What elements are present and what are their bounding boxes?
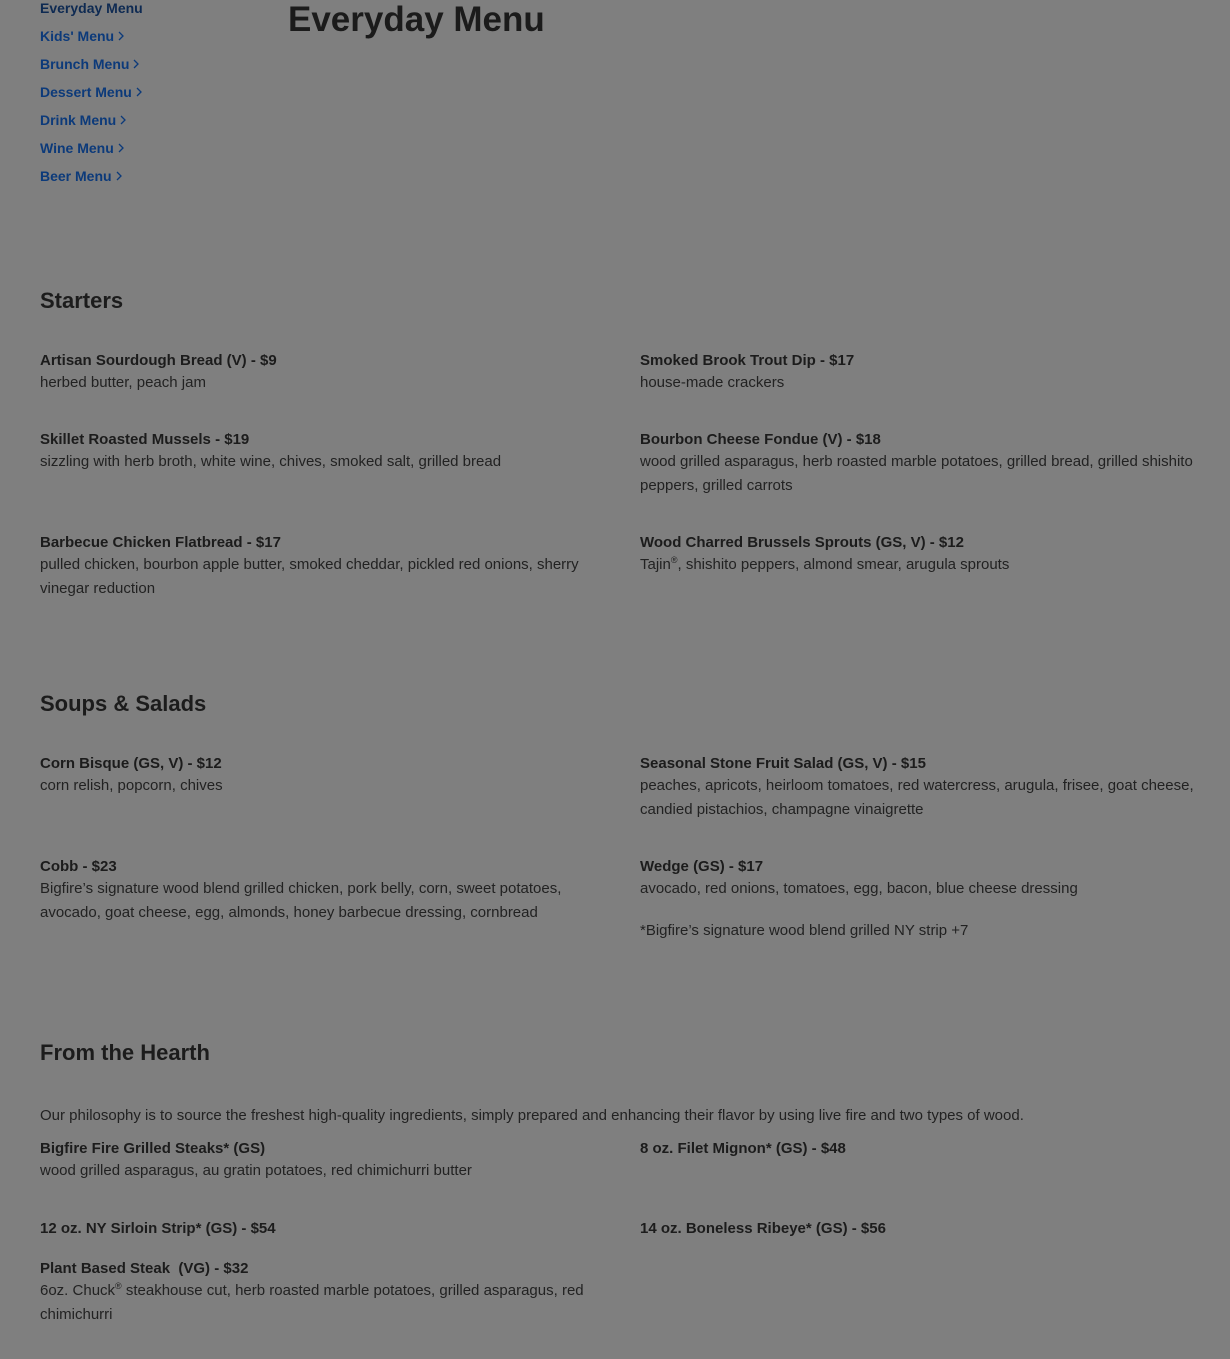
menu-item (640, 1139, 1210, 1159)
menu-item (40, 533, 610, 601)
section-heading-from-the-hearth: From the Hearth (40, 1040, 210, 1065)
nav-link-dessert-menu[interactable] (40, 84, 142, 100)
menu-item (640, 1219, 1210, 1239)
item-description: 6oz. Chuck® steakhouse cut, herb roasted marble potatoes, grilled asparagus, red chimichurri (40, 1281, 584, 1323)
nav-link-label: Brunch Menu (40, 56, 130, 72)
nav-link-label: Wine Menu (40, 140, 114, 156)
nav-link-label: Dessert Menu (40, 84, 132, 100)
nav-current-everyday-menu: Everyday Menu (40, 0, 143, 16)
nav-link-brunch-menu[interactable] (40, 56, 139, 72)
menu-item (640, 754, 1210, 822)
nav-link-drink-menu[interactable] (40, 112, 126, 128)
chevron-right-icon (118, 31, 124, 41)
item-name: Wedge (GS) - $17 (640, 858, 764, 875)
chevron-right-icon (120, 115, 126, 125)
item-name: Wood Charred Brussels Sprouts (GS, V) - $12 (640, 534, 964, 551)
nav-link-label: Beer Menu (40, 168, 112, 184)
chevron-right-icon (118, 143, 124, 153)
menu-item (40, 430, 610, 474)
item-description: herbed butter, peach jam (40, 374, 206, 391)
item-name: Barbecue Chicken Flatbread - $17 (40, 534, 281, 551)
item-description: avocado, red onions, tomatoes, egg, bacon, blue cheese dressing (640, 880, 1078, 897)
menu-item (640, 430, 1210, 498)
item-name: 14 oz. Boneless Ribeye* (GS) - $56 (640, 1220, 886, 1237)
item-description: wood grilled asparagus, herb roasted marble potatoes, grilled bread, grilled shishito peppers, grilled carrots (640, 453, 1193, 494)
item-name: Corn Bisque (GS, V) - $12 (40, 755, 222, 772)
menu-item (40, 1139, 610, 1183)
registered-mark: ® (670, 555, 678, 565)
item-name: Bourbon Cheese Fondue (V) - $18 (640, 431, 881, 448)
nav-link-beer-menu[interactable] (40, 168, 122, 184)
nav-link-wine-menu[interactable] (40, 140, 124, 156)
menu-item (40, 1219, 610, 1239)
item-name: 8 oz. Filet Mignon* (GS) - $48 (640, 1140, 846, 1157)
nav-link-label: Kids' Menu (40, 28, 115, 44)
item-name: Bigfire Fire Grilled Steaks* (GS) (40, 1140, 266, 1157)
chevron-right-icon (133, 59, 139, 69)
nav-link-label: Drink Menu (40, 112, 117, 128)
item-description: Tajin®, shishito peppers, almond smear, arugula sprouts (640, 555, 1010, 573)
menu-item (40, 351, 610, 395)
item-name: Artisan Sourdough Bread (V) - $9 (40, 352, 277, 369)
item-description: Bigfire’s signature wood blend grilled chicken, pork belly, corn, sweet potatoes, avocado, goat cheese, egg, almonds, honey barbecue dressing, cornbread (40, 880, 562, 921)
item-name: Seasonal Stone Fruit Salad (GS, V) - $15 (640, 755, 926, 772)
item-description: house-made crackers (640, 374, 785, 391)
menu-item (640, 533, 1210, 577)
chevron-right-icon (116, 171, 122, 181)
menu-item (40, 857, 610, 925)
item-description: pulled chicken, bourbon apple butter, smoked cheddar, pickled red onions, sherry vinegar reduction (40, 556, 579, 597)
item-name: Smoked Brook Trout Dip - $17 (640, 352, 855, 369)
registered-mark: ® (115, 1281, 122, 1291)
chevron-right-icon (136, 87, 142, 97)
page-title: Everyday Menu (288, 0, 545, 39)
item-name: Plant Based Steak (VG) - $32 (40, 1260, 249, 1277)
item-description: wood grilled asparagus, au gratin potatoes, red chimichurri butter (40, 1162, 472, 1179)
menu-item (40, 1259, 610, 1327)
item-name: Cobb - $23 (40, 858, 117, 875)
add-on-note: *Bigfire’s signature wood blend grilled NY strip +7 (640, 922, 969, 939)
item-name: 12 oz. NY Sirloin Strip* (GS) - $54 (40, 1220, 276, 1237)
item-name: Skillet Roasted Mussels - $19 (40, 431, 250, 448)
section-heading-soups-salads: Soups & Salads (40, 691, 207, 716)
nav-link-kids-menu[interactable] (40, 28, 124, 44)
section-heading-starters: Starters (40, 288, 124, 313)
menu-item (640, 857, 1210, 901)
item-description: corn relish, popcorn, chives (40, 777, 223, 794)
item-description: sizzling with herb broth, white wine, chives, smoked salt, grilled bread (40, 453, 502, 470)
item-description: peaches, apricots, heirloom tomatoes, red watercress, arugula, frisee, goat cheese, candied pistachios, champagne vinaigrette (640, 777, 1194, 818)
menu-item (40, 754, 610, 798)
hearth-intro: Our philosophy is to source the freshest high-quality ingredients, simply prepared and enhancing their flavor by using live fire and two types of wood. (40, 1107, 1024, 1124)
menu-item (640, 351, 1210, 395)
